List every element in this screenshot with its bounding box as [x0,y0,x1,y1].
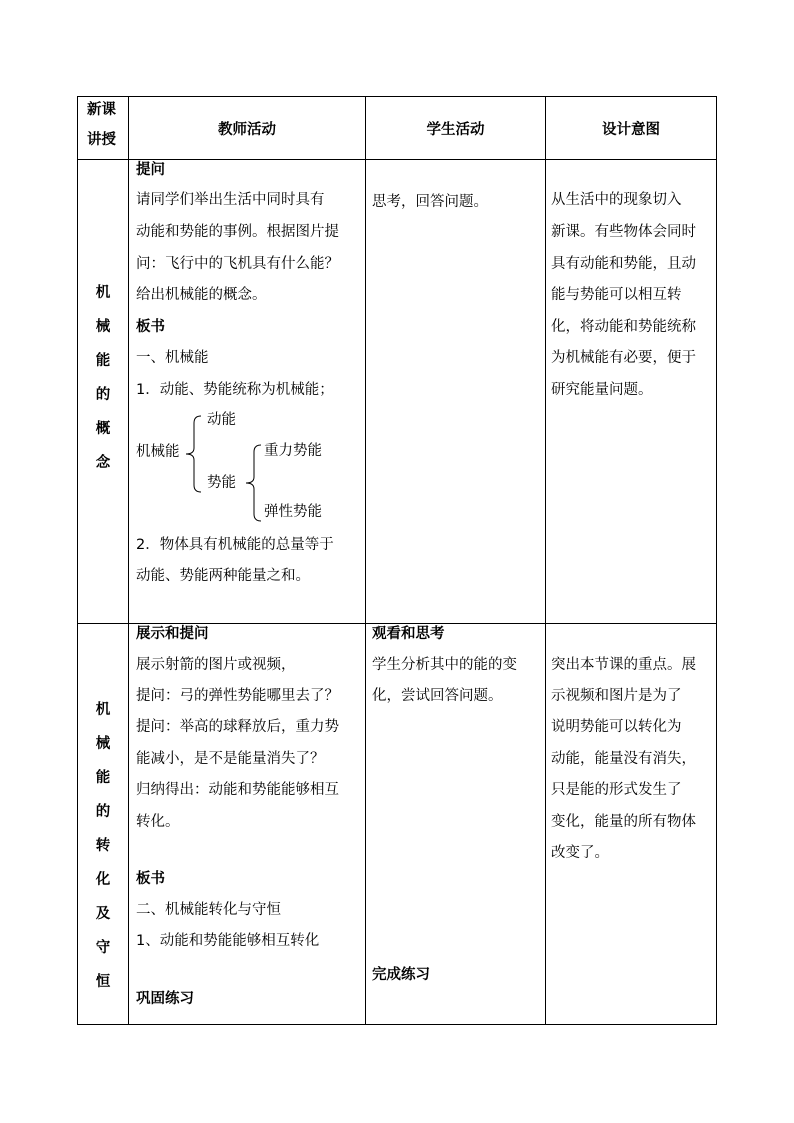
header-section-cell [78,97,128,159]
row2-section-label [88,693,118,999]
row1-section-char: 的 [95,387,111,403]
header-section-line: 新课 [87,102,116,118]
row2-design-line: 突出本节课的重点。展 [551,657,696,673]
row2-design-line: 示视频和图片是为了 [551,688,682,704]
row2-section-char: 转 [95,838,111,854]
row2-section-char: 能 [95,770,111,786]
row2-student-practice: 完成练习 [372,967,430,983]
tree-brace-potential [245,444,263,522]
table-border-bottom [77,1024,717,1025]
row1-section-char: 概 [95,421,111,437]
row1-point1: 1．动能、势能统称为机械能； [136,382,334,398]
row2-teacher-line: 转化。 [136,814,180,830]
row1-design-line: 研究能量问题。 [551,382,653,398]
row1-design-line: 从生活中的现象切入 [551,192,682,208]
row1-design-line: 为机械能有必要，便于 [551,350,696,366]
row1-section-char: 机 [95,285,111,301]
row1-teacher-line: 给出机械能的概念。 [136,287,267,303]
row2-teacher-line: 提问：举高的球释放后，重力势 [136,719,339,735]
row1-board-title: 一、机械能 [136,350,209,366]
tree-root: 机械能 [136,444,180,460]
table-border-header [77,159,717,160]
row2-section-char: 恒 [95,974,111,990]
row2-board-line: 二、机械能转化与守恒 [136,902,281,918]
row2-teacher-line: 归纳得出：动能和势能能够相互 [136,782,339,798]
row2-section-char: 机 [95,702,111,718]
row1-design-line: 化，将动能和势能统称 [551,319,696,335]
table-border-right [716,96,717,1025]
header-design: 设计意图 [602,121,660,138]
tree-kinetic: 动能 [207,412,236,428]
row2-student-heading: 观看和思考 [372,626,445,642]
row1-board-heading: 板书 [136,319,165,335]
row2-student-line: 化，尝试回答问题。 [372,688,503,704]
row1-teacher-heading: 提问 [136,162,165,178]
header-student: 学生活动 [426,121,485,138]
tree-elastic: 弹性势能 [264,504,322,520]
tree-brace-main [185,415,203,493]
row1-design-line: 新课。有些物体会同时 [551,224,696,240]
table-col-divider [545,96,546,1025]
row1-section-char: 械 [95,319,111,335]
row2-design-line: 变化，能量的所有物体 [551,814,696,830]
header-section-line: 讲授 [87,132,116,148]
header-teacher: 教师活动 [218,121,276,138]
row2-student-line: 学生分析其中的能的变 [372,657,517,673]
row2-teacher-heading: 展示和提问 [136,626,209,642]
row2-section-char: 守 [95,940,111,956]
row1-teacher-line: 问：飞行中的飞机具有什么能？ [136,256,339,272]
table-col-divider [365,96,366,1025]
lesson-table [77,96,717,1025]
row2-section-char: 化 [95,872,111,888]
row1-section-label [88,276,118,480]
row2-design-line: 说明势能可以转化为 [551,719,682,735]
row2-board-line: 1、动能和势能能够相互转化 [136,933,320,949]
row2-design-line: 动能，能量没有消失， [551,751,696,767]
row2-section-char: 的 [95,804,111,820]
row2-practice: 巩固练习 [136,991,194,1007]
row1-point2-line: 动能、势能两种能量之和。 [136,568,310,584]
row2-section-char: 械 [95,736,111,752]
table-border-left [77,96,78,1025]
row1-design-line: 能与势能可以相互转 [551,287,682,303]
row1-design-line: 具有动能和势能，且动 [551,256,696,272]
row2-teacher-line: 提问：弓的弹性势能哪里去了？ [136,688,339,704]
row2-teacher-line: 能减小，是不是能量消失了？ [136,751,325,767]
tree-gravity: 重力势能 [264,443,322,459]
row2-section-char: 及 [95,906,111,922]
row2-board-heading: 板书 [136,871,165,887]
row2-design-line: 改变了。 [551,845,609,861]
row1-teacher-line: 请同学们举出生活中同时具有 [136,192,325,208]
row1-student-line: 思考，回答问题。 [372,194,488,210]
row1-section-char: 能 [95,353,111,369]
table-col-divider [128,96,129,1025]
row1-teacher-line: 动能和势能的事例。根据图片提 [136,224,339,240]
row2-design-line: 只是能的形式发生了 [551,782,682,798]
row1-section-char: 念 [95,455,111,471]
row2-teacher-line: 展示射箭的图片或视频， [136,657,296,673]
row1-point2-line: 2．物体具有机械能的总量等于 [136,537,334,553]
tree-potential: 势能 [207,475,236,491]
